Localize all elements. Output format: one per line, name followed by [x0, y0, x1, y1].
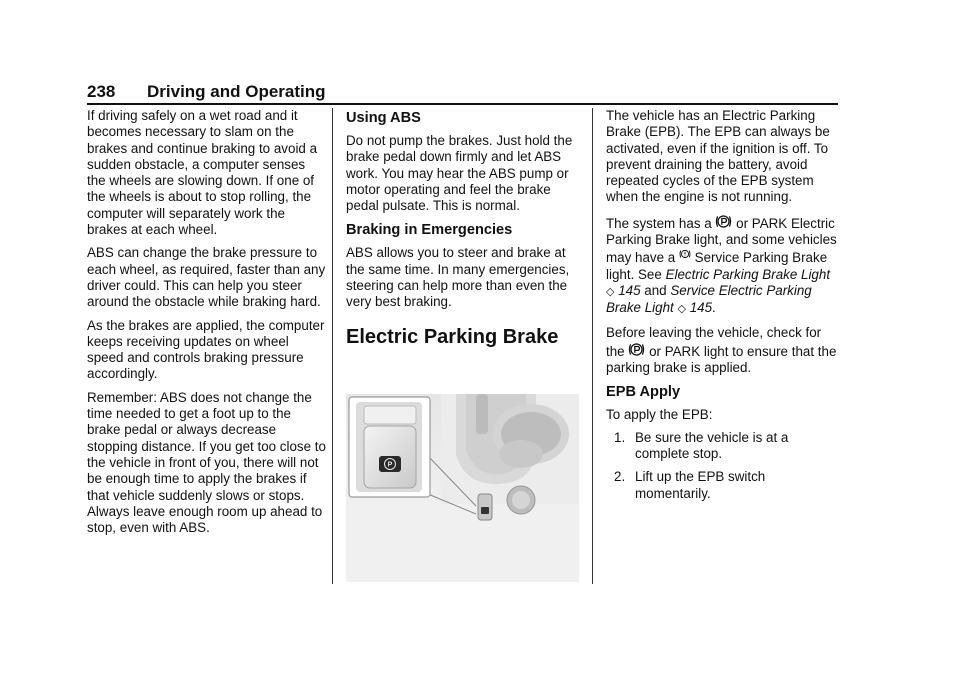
column-divider-1	[332, 108, 333, 584]
paragraph: Remember: ABS does not change the time needed to get a foot up to the brake pedal or always decrease stopping distance. If you get too close to the vehicle in front of you, there will not be enough time to apply the brakes if that vehicle suddenly slows or stops. Always leave enough room up ahead to stop, even with ABS.	[87, 389, 326, 536]
column-1	[87, 108, 327, 543]
page-header	[87, 80, 838, 104]
paragraph-indicators: The system has a or PARK Electric Parking Brake light, and some vehicles may have a Service Parking Brake light. See Electric Parking Brake Light ◇ 145 and Service Electric Parking Brake Light ◇ 145.	[606, 213, 842, 318]
svg-text:P: P	[387, 461, 393, 469]
page-ref-2[interactable]: 145	[689, 300, 713, 316]
heading-braking-emergencies: Braking in Emergencies	[346, 222, 513, 239]
paragraph: As the brakes are applied, the computer keeps receiving updates on wheel speed and controls braking pressure accordingly.	[87, 317, 325, 382]
column-3	[606, 108, 842, 509]
paragraph-before-leaving: Before leaving the vehicle, check for the or PARK light to ensure that the parking brake is applied.	[606, 324, 837, 376]
page-ref-arrow-icon: ◇	[606, 285, 615, 298]
link-epb-light[interactable]: Electric Parking Brake Light	[665, 266, 831, 282]
steps-list	[606, 430, 842, 502]
epb-switch-photo	[346, 394, 579, 582]
heading-using-abs: Using ABS	[346, 110, 421, 126]
paragraph: To apply the EPB:	[606, 407, 713, 423]
heading-epb-apply: EPB Apply	[606, 384, 681, 401]
paragraph: Do not pump the brakes. Just hold the brake pedal down firmly and let ABS work. You may hear the ABS pump or motor operating and feel the brake pedal pulsate. This is normal.	[346, 133, 573, 214]
service-parking-brake-icon	[679, 248, 691, 260]
list-item: 2. Lift up the EPB switch momentarily.	[614, 469, 766, 501]
paragraph: If driving safely on a wet road and it becomes necessary to slam on the brakes and continue braking to avoid a sudden obstacle, a computer senses the wheels are slowing down. If one of the wheels is about to stop rolling, the computer will separately work the brakes at each wheel.	[87, 108, 318, 238]
link-service-epb-light[interactable]: Service Electric Parking Brake Light	[606, 282, 812, 316]
header-rule	[87, 103, 838, 105]
page-number: 238	[87, 82, 116, 101]
column-2	[346, 108, 584, 349]
paragraph: ABS can change the brake pressure to each wheel, as required, faster than any driver could. This can help you steer around the obstacle while braking hard.	[87, 245, 326, 310]
heading-electric-parking-brake: Electric Parking Brake	[346, 325, 559, 348]
paragraph: The vehicle has an Electric Parking Brake (EPB). The EPB can always be activated, even if the ignition is off. To prevent draining the battery, avoid repeated cycles of the EPB system when the engine is not running.	[606, 108, 830, 205]
parking-brake-icon	[628, 341, 645, 358]
parking-brake-icon	[715, 213, 732, 230]
list-item: 1. Be sure the vehicle is at a complete stop.	[614, 429, 789, 462]
column-divider-2	[592, 108, 593, 584]
page-ref-1[interactable]: 145	[618, 282, 641, 298]
paragraph: ABS allows you to steer and brake at the same time. In many emergencies, steering can help more than even the very best braking.	[346, 245, 570, 310]
section-title: Driving and Operating	[147, 82, 326, 101]
page-ref-arrow-icon: ◇	[677, 303, 686, 316]
